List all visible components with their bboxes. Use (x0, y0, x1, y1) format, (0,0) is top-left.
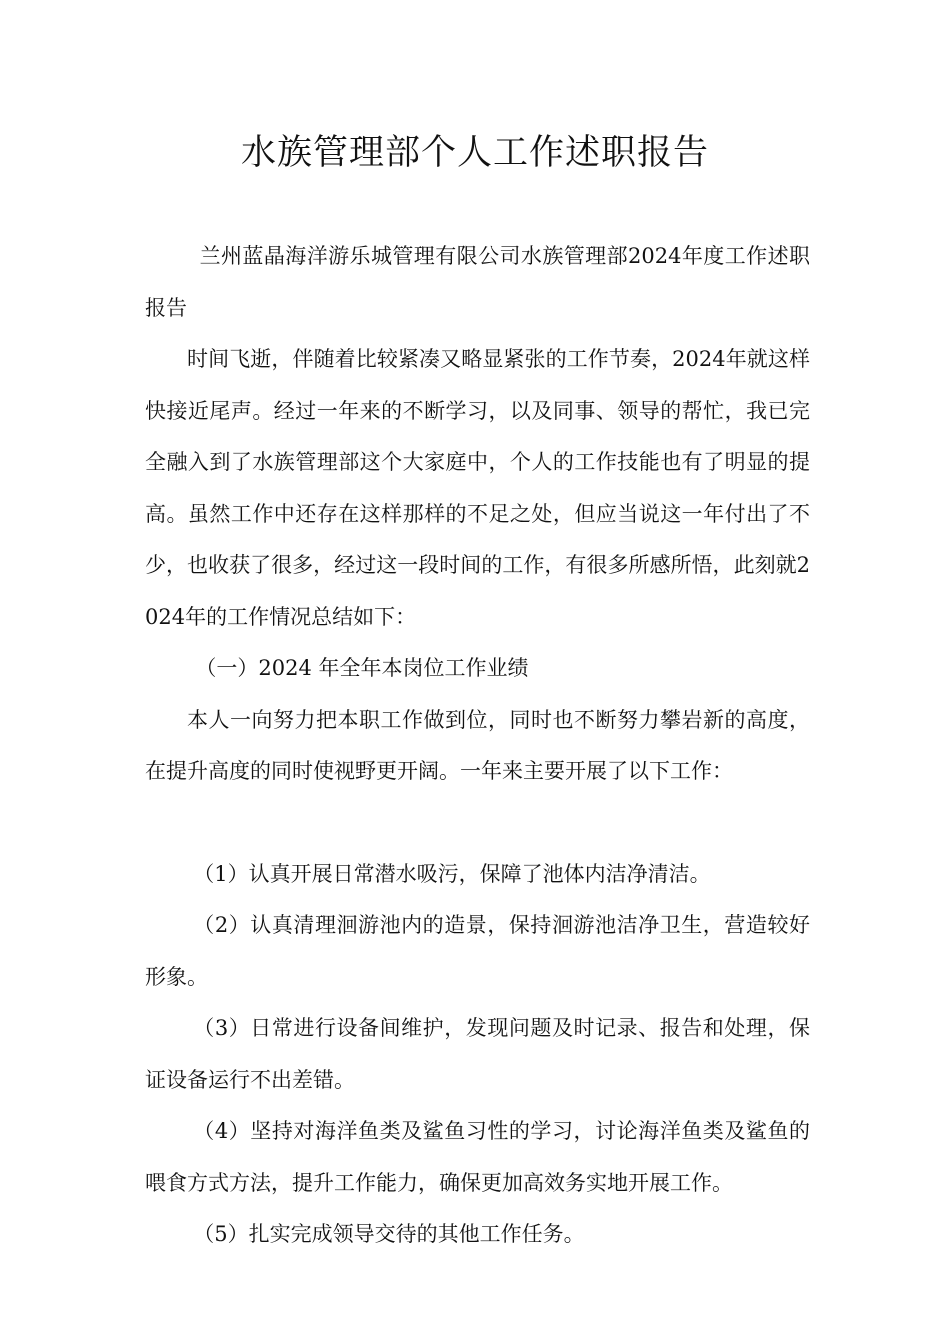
section-heading: （一）2024 年全年本岗位工作业绩 (195, 656, 529, 680)
document-body (145, 231, 810, 1261)
paragraph-gap (145, 798, 810, 849)
work-item-5: （5）扎实完成领导交待的其他工作任务。 (193, 1222, 585, 1246)
summary-paragraph: 时间飞逝，伴随着比较紧凑又略显紧张的工作节奏，2024年就这样快接近尾声。经过一年来的不断学习，以及同事、领导的帮忙，我已完全融入到了水族管理部这个大家庭中，个人的工作技能也有了明显的提高。虽然工作中还存在这样那样的不足之处，但应当说这一年付出了不少，也收获了很多，经过这一段时间的工作，有很多所感所悟，此刻就2024年的工作情况总结如下： (145, 347, 810, 629)
work-item-4: （4）坚持对海洋鱼类及鲨鱼习性的学习，讨论海洋鱼类及鲨鱼的喂食方式方法，提升工作能力，确保更加高效务实地开展工作。 (145, 1119, 810, 1195)
work-item-2: （2）认真清理洄游池内的造景，保持洄游池洁净卫生，营造较好形象。 (145, 913, 810, 989)
work-overview-paragraph: 本人一向努力把本职工作做到位，同时也不断努力攀岩新的高度，在提升高度的同时使视野更开阔。一年来主要开展了以下工作： (145, 707, 810, 783)
intro-paragraph: 兰州蓝晶海洋游乐城管理有限公司水族管理部2024年度工作述职报告 (145, 244, 810, 320)
document-title: 水族管理部个人工作述职报告 (240, 133, 709, 173)
work-item-1: （1）认真开展日常潜水吸污，保障了池体内洁净清洁。 (193, 861, 711, 886)
work-item-3: （3）日常进行设备间维护，发现问题及时记录、报告和处理，保证设备运行不出差错。 (145, 1016, 810, 1092)
